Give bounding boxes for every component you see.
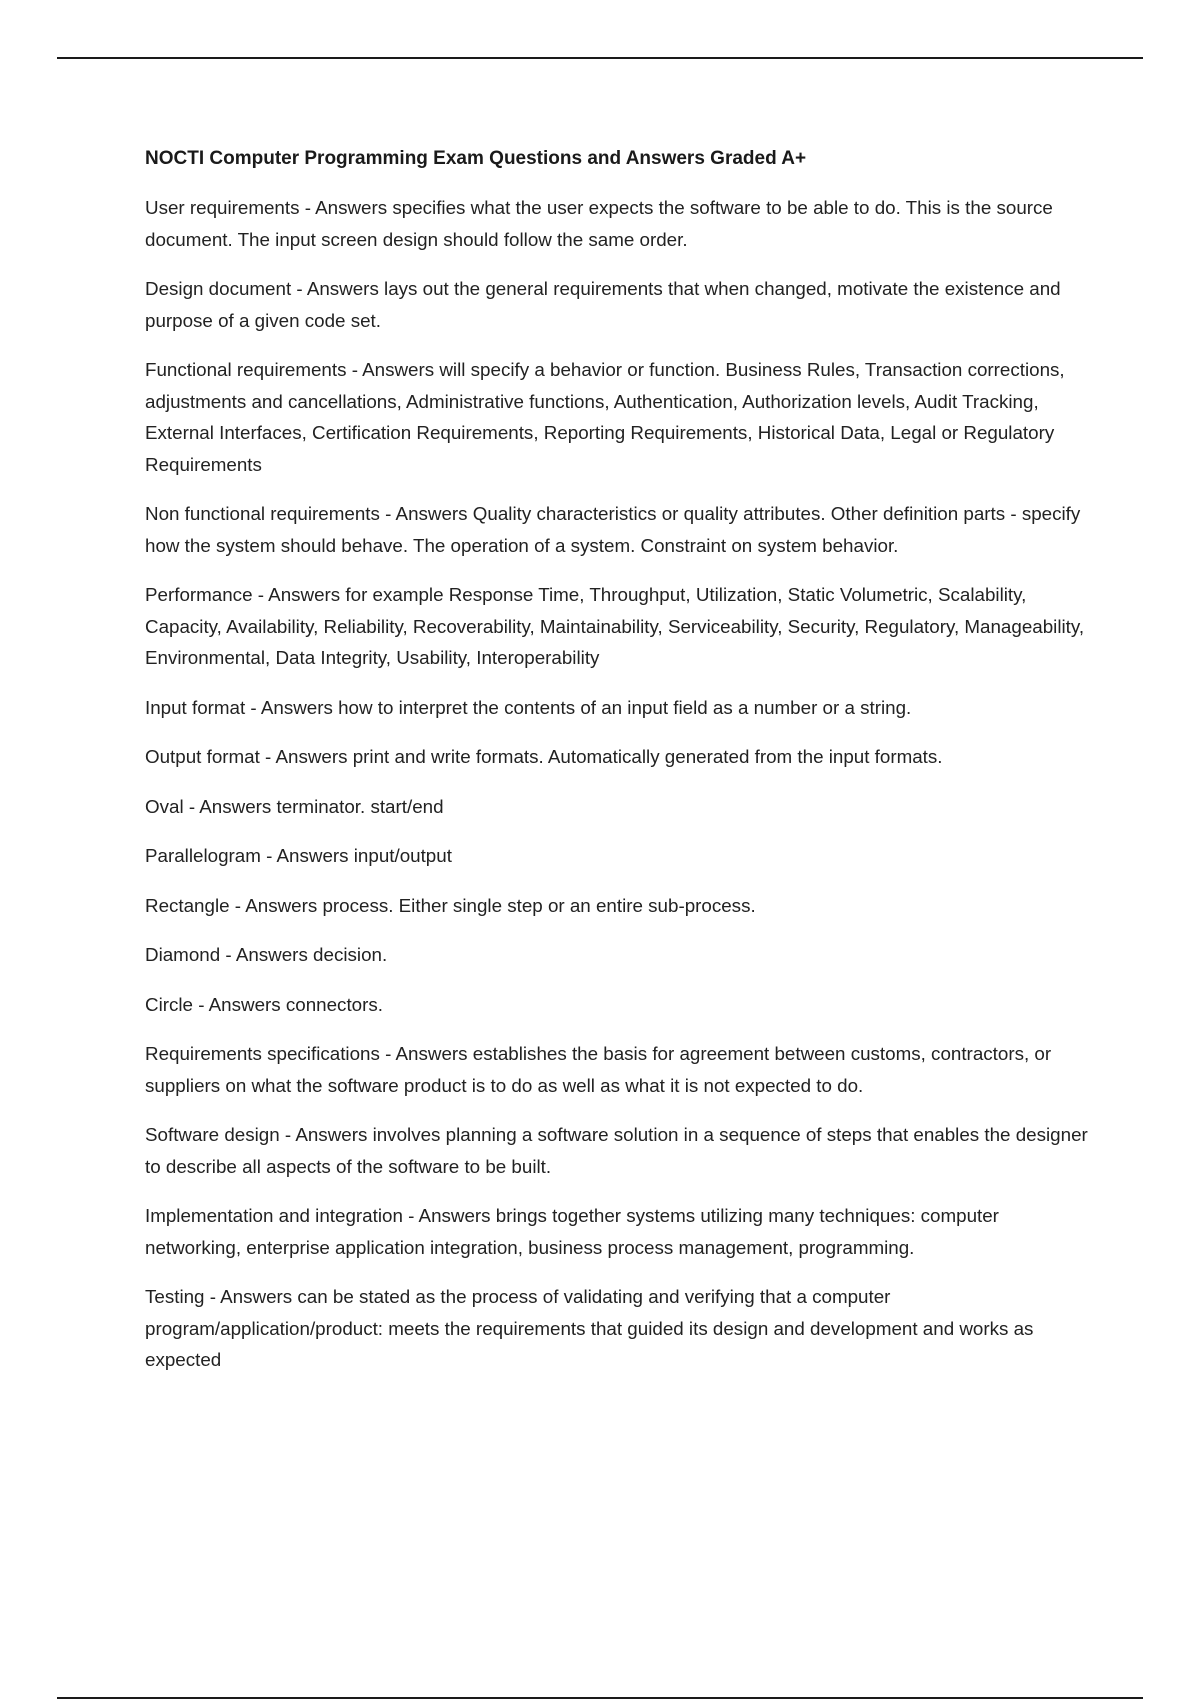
entry-performance: Performance - Answers for example Response Time, Throughput, Utilization, Static Volumetric, Scalability, Capacity, Availability, Reliability, Recoverability, Maintainability, Serviceability, Security, Regulatory, Manageability, Environmental, Data Integrity, Usability, Interoperability	[145, 584, 1085, 668]
footer-rule	[57, 1697, 1143, 1699]
document-title: NOCTI Computer Programming Exam Questions and Answers Graded A+	[145, 148, 807, 169]
entry-rectangle: Rectangle - Answers process. Either single step or an entire sub-process.	[145, 894, 756, 916]
entry-requirements-specifications: Requirements specifications - Answers establishes the basis for agreement between customs, contractors, or suppliers on what the software product is to do as well as what it is not expected to do.	[145, 1043, 1052, 1096]
entry-software-design: Software design - Answers involves planning a software solution in a sequence of steps that enables the designer to describe all aspects of the software to be built.	[145, 1124, 1088, 1177]
entry-circle: Circle - Answers connectors.	[145, 993, 383, 1015]
entry-output-format: Output format - Answers print and write formats. Automatically generated from the input formats.	[145, 746, 943, 767]
entry-oval: Oval - Answers terminator. start/end	[145, 795, 444, 817]
header-rule	[57, 57, 1143, 59]
entry-functional-requirements: Functional requirements - Answers will specify a behavior or function. Business Rules, Transaction corrections, adjustments and cancellations, Administrative functions, Authentication, Authorization levels, Audit Tracking, External Interfaces, Certification Requirements, Reporting Requirements, Historical Data, Legal or Regulatory Requirements	[145, 359, 1065, 475]
entry-diamond: Diamond - Answers decision.	[145, 944, 388, 965]
entry-implementation-integration: Implementation and integration - Answers brings together systems utilizing many techniques: computer networking, enterprise application integration, business process management, programming.	[145, 1205, 999, 1258]
entry-user-requirements: User requirements - Answers specifies what the user expects the software to be able to do. This is the source document. The input screen design should follow the same order.	[145, 197, 1053, 250]
entry-design-document: Design document - Answers lays out the general requirements that when changed, motivate the existence and purpose of a given code set.	[145, 278, 1061, 331]
entry-non-functional-requirements: Non functional requirements - Answers Quality characteristics or quality attributes. Other definition parts - specify how the system should behave. The operation of a system. Constraint on system behavior.	[145, 503, 1081, 556]
document-body	[145, 144, 1090, 1394]
entry-input-format: Input format - Answers how to interpret the contents of an input field as a number or a string.	[145, 696, 912, 718]
entry-parallelogram: Parallelogram - Answers input/output	[145, 845, 452, 866]
entry-testing: Testing - Answers can be stated as the process of validating and verifying that a computer program/application/product: meets the requirements that guided its design and development and works as expected	[145, 1286, 1034, 1370]
